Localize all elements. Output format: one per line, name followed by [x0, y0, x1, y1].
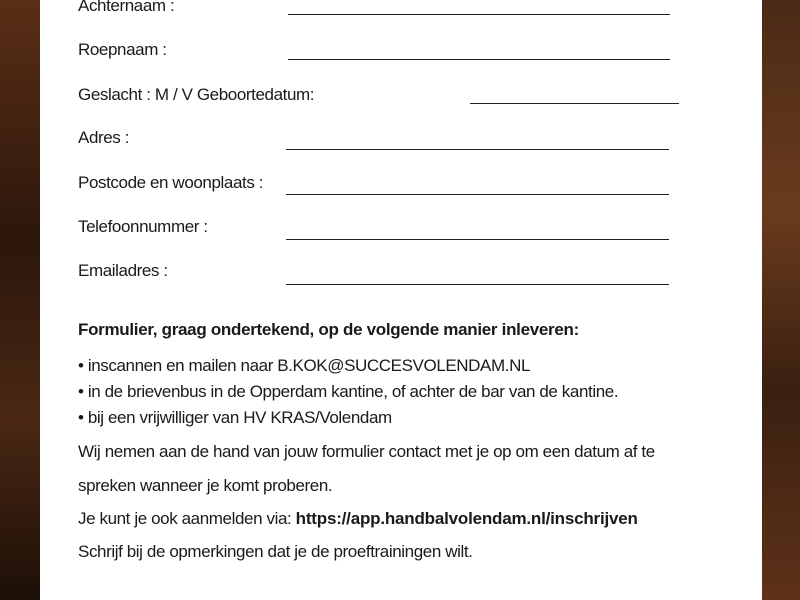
contact-paragraph-line2: spreken wanneer je komt proberen.	[78, 476, 333, 495]
instruction-bullet-volunteer: • bij een vrijwilliger van HV KRAS/Volendam	[78, 408, 392, 427]
instructions-heading: Formulier, graag ondertekend, op de volgende manier inleveren:	[78, 320, 579, 339]
label-geslacht-geboortedatum: Geslacht : M / V Geboortedatum:	[78, 85, 315, 104]
instruction-bullet-mailbox: • in de brievenbus in de Opperdam kantine, of achter de bar van de kantine.	[78, 382, 619, 401]
signup-url-link[interactable]: https://app.handbalvolendam.nl/inschrijven	[295, 509, 638, 528]
contact-paragraph-line1: Wij nemen aan de hand van jouw formulier contact met je op om een datum af te	[78, 442, 655, 461]
form-sheet	[40, 0, 762, 600]
signup-prefix: Je kunt je ook aanmelden via:	[78, 509, 296, 528]
label-telefoonnummer: Telefoonnummer :	[78, 217, 208, 236]
background-left	[0, 0, 40, 600]
signup-paragraph	[78, 509, 638, 529]
instruction-bullet-email: • inscannen en mailen naar B.KOK@SUCCESVOLENDAM.NL	[78, 356, 531, 375]
line-adres[interactable]	[286, 149, 669, 150]
line-geboortedatum[interactable]	[470, 103, 679, 104]
line-postcode-woonplaats[interactable]	[286, 194, 669, 195]
line-achternaam[interactable]	[288, 14, 670, 15]
line-telefoonnummer[interactable]	[286, 239, 669, 240]
line-roepnaam[interactable]	[288, 59, 670, 60]
label-emailadres: Emailadres :	[78, 261, 168, 280]
label-roepnaam: Roepnaam :	[78, 40, 167, 59]
remarks-paragraph: Schrijf bij de opmerkingen dat je de proeftrainingen wilt.	[78, 542, 473, 561]
line-emailadres[interactable]	[286, 284, 669, 285]
label-adres: Adres :	[78, 128, 130, 147]
label-postcode-woonplaats: Postcode en woonplaats :	[78, 173, 264, 192]
label-achternaam: Achternaam :	[78, 0, 175, 15]
background-right	[762, 0, 800, 600]
